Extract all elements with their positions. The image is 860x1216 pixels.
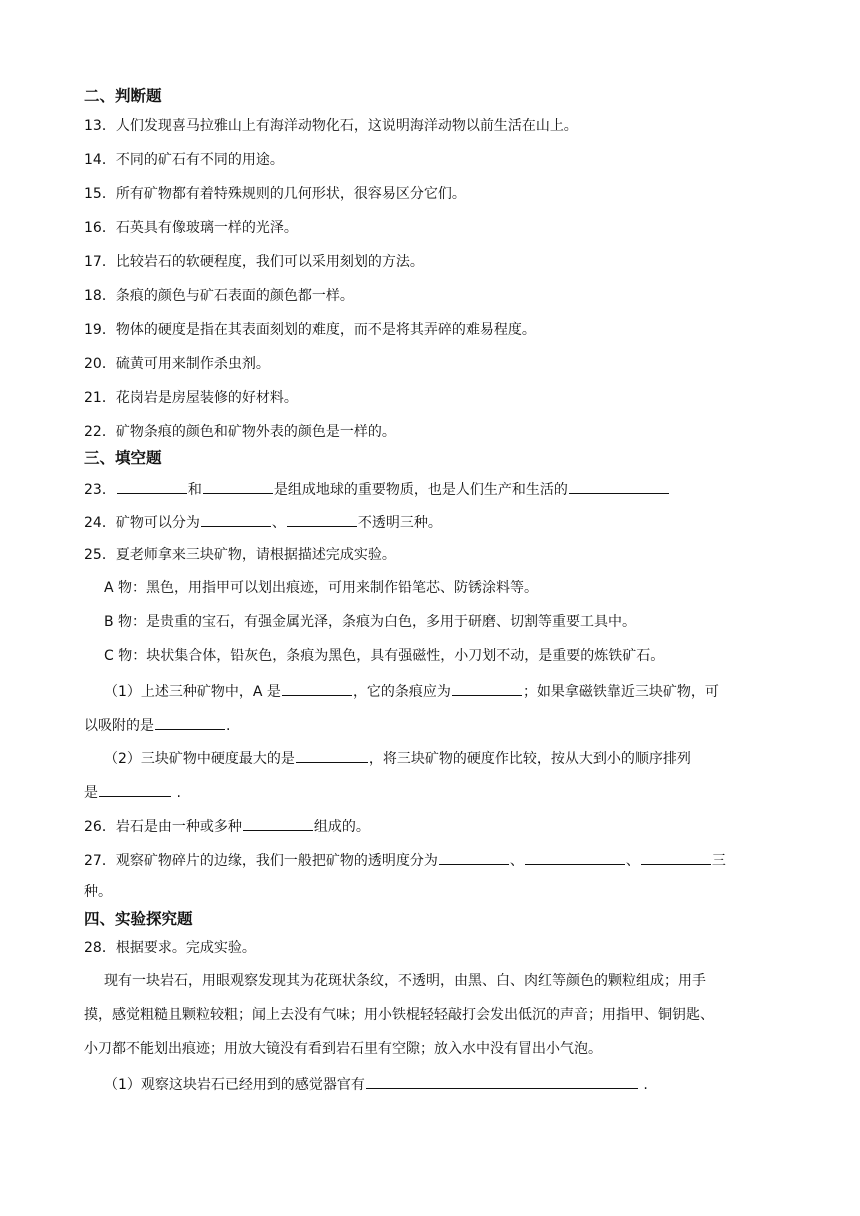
question-27-line1 xyxy=(84,849,776,871)
q25-mineral-a: A 物：黑色，用指甲可以划出痕迹，可用来制作铅笔芯、防锈涂料等。 xyxy=(104,580,539,596)
q24-sep: 、 xyxy=(271,515,286,531)
q26-text: 26．岩石是由一种或多种 xyxy=(84,819,242,835)
q28-sub1 xyxy=(104,1073,776,1095)
q25-sub2-end: . xyxy=(172,785,181,801)
answer-blank[interactable] xyxy=(99,781,171,797)
answer-blank[interactable] xyxy=(439,849,509,865)
answer-blank[interactable] xyxy=(366,1073,638,1089)
question-25-stem: 25．夏老师拿来三块矿物，请根据描述完成实验。 xyxy=(84,547,396,563)
q25-sub2-text3: 是 xyxy=(84,785,98,801)
answer-blank[interactable] xyxy=(243,815,313,831)
q25-mineral-c: C 物：块状集合体，铅灰色，条痕为黑色，具有强磁性，小刀划不动，是重要的炼铁矿石。 xyxy=(104,648,665,664)
answer-blank[interactable] xyxy=(296,747,368,763)
question-22: 22．矿物条痕的颜色和矿物外表的颜色是一样的。 xyxy=(84,424,396,440)
question-16: 16．石英具有像玻璃一样的光泽。 xyxy=(84,220,298,236)
q25-sub2-line1 xyxy=(104,747,776,769)
answer-blank[interactable] xyxy=(282,680,352,696)
question-17: 17．比较岩石的软硬程度，我们可以采用刻划的方法。 xyxy=(84,254,424,270)
q25-sub2-text2: ，将三块矿物的硬度作比较，按从大到小的顺序排列 xyxy=(368,751,691,767)
q25-sub1-end: . xyxy=(226,718,231,734)
q27-text3: 三 xyxy=(711,853,726,869)
q25-sub1-text: （1）上述三种矿物中，A 是 xyxy=(104,684,281,700)
q24-text: 24．矿物可以分为 xyxy=(84,515,200,531)
answer-blank[interactable] xyxy=(287,511,357,527)
section-title-judgement: 二、判断题 xyxy=(84,87,162,105)
q28-para-line2: 摸，感觉粗糙且颗粒较粗；闻上去没有气味；用小铁棍轻轻敲打会发出低沉的声音；用指甲、铜钥匙、 xyxy=(84,1007,714,1023)
question-20: 20．硫黄可用来制作杀虫剂。 xyxy=(84,356,270,372)
answer-blank[interactable] xyxy=(203,478,273,494)
q25-sub1-text3: ；如果拿磁铁靠近三块矿物，可 xyxy=(522,684,719,700)
q23-text-and: 和 xyxy=(187,482,202,498)
answer-blank[interactable] xyxy=(155,714,225,730)
q27-text: 27．观察矿物碎片的边缘，我们一般把矿物的透明度分为 xyxy=(84,853,438,869)
question-23 xyxy=(84,478,776,500)
section-title-experiment: 四、实验探究题 xyxy=(84,910,193,928)
q28-sub1-end: . xyxy=(638,1077,648,1093)
answer-blank[interactable] xyxy=(117,478,187,494)
answer-blank[interactable] xyxy=(201,511,271,527)
q28-para-line1: 现有一块岩石，用眼观察发现其为花斑状条纹，不透明，由黑、白、肉红等颜色的颗粒组成；用手 xyxy=(104,973,706,989)
q25-sub2-line2 xyxy=(84,781,776,803)
question-13: 13．人们发现喜马拉雅山上有海洋动物化石，这说明海洋动物以前生活在山上。 xyxy=(84,118,578,134)
q25-sub1-line2 xyxy=(84,714,776,736)
q25-sub1-line1 xyxy=(104,680,776,702)
q28-sub1-text: （1）观察这块岩石已经用到的感觉器官有 xyxy=(104,1077,365,1093)
q25-mineral-b: B 物：是贵重的宝石，有强金属光泽，条痕为白色，多用于研磨、切割等重要工具中。 xyxy=(104,614,637,630)
q24-text-end: 不透明三种。 xyxy=(357,515,442,531)
question-18: 18．条痕的颜色与矿石表面的颜色都一样。 xyxy=(84,288,354,304)
q25-sub2-text: （2）三块矿物中硬度最大的是 xyxy=(104,751,295,767)
q25-sub1-text4: 以吸附的是 xyxy=(84,718,154,734)
question-14: 14．不同的矿石有不同的用途。 xyxy=(84,152,284,168)
q28-para-line3: 小刀都不能划出痕迹；用放大镜没有看到岩石里有空隙；放入水中没有冒出小气泡。 xyxy=(84,1041,602,1057)
q27-sep1: 、 xyxy=(509,853,524,869)
question-21: 21．花岗岩是房屋装修的好材料。 xyxy=(84,390,298,406)
answer-blank[interactable] xyxy=(641,849,711,865)
q23-number: 23． xyxy=(84,482,116,498)
q25-sub1-text2: ，它的条痕应为 xyxy=(352,684,451,700)
question-28-stem: 28．根据要求。完成实验。 xyxy=(84,940,256,956)
q23-text: 是组成地球的重要物质，也是人们生产和生活的 xyxy=(273,482,568,498)
answer-blank[interactable] xyxy=(452,680,522,696)
question-26 xyxy=(84,815,776,837)
q26-text-end: 组成的。 xyxy=(313,819,370,835)
question-24 xyxy=(84,511,776,533)
question-15: 15．所有矿物都有着特殊规则的几何形状，很容易区分它们。 xyxy=(84,186,466,202)
question-27-line2: 种。 xyxy=(84,884,112,900)
question-19: 19．物体的硬度是指在其表面刻划的难度，而不是将其弄碎的难易程度。 xyxy=(84,322,536,338)
q27-sep2: 、 xyxy=(625,853,640,869)
section-title-fill-in: 三、填空题 xyxy=(84,449,162,467)
answer-blank[interactable] xyxy=(569,478,669,494)
answer-blank[interactable] xyxy=(525,849,625,865)
